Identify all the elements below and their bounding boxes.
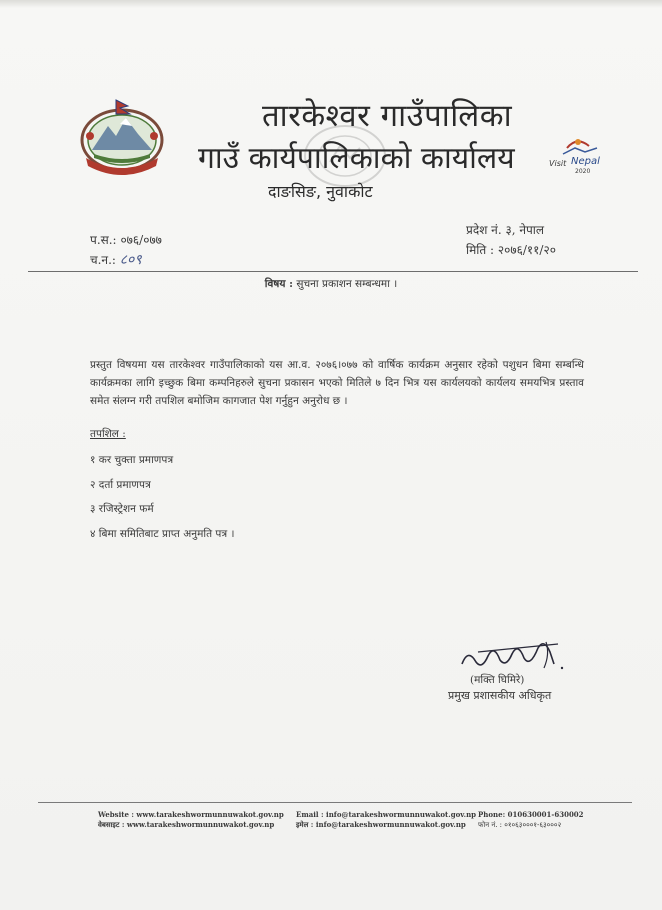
- cn-label: च.न.:: [90, 253, 116, 267]
- visit-nepal-logo-icon: [545, 134, 609, 178]
- province-date-block: [466, 220, 556, 260]
- subject-label: विषय :: [264, 278, 293, 290]
- date-line: [466, 240, 556, 260]
- email-english: Email : info@tarakeshwormunnuwakot.gov.np: [296, 810, 477, 819]
- ps-value: ०७६/०७७: [120, 233, 162, 247]
- signatory-name: (मक्ति घिमिरे): [470, 674, 525, 686]
- cn-value: ८०९: [119, 252, 142, 268]
- ps-label: प.स.:: [90, 233, 117, 247]
- list-item: १ कर चुक्ता प्रमाणपत्र: [90, 454, 174, 466]
- footer-website: [98, 810, 284, 830]
- org-address: दाङसिङ, नुवाकोट: [268, 182, 373, 201]
- org-name: तारकेश्वर गाउँपालिका: [262, 98, 513, 134]
- header-divider: [28, 271, 638, 272]
- footer-divider: [38, 802, 632, 803]
- org-office: गाउँ कार्यपालिकाको कार्यालय: [198, 141, 515, 176]
- svg-text:Nepal: Nepal: [571, 156, 600, 167]
- subject-text: सुचना प्रकाशन सम्बन्धमा ।: [296, 278, 398, 290]
- scan-edge: [0, 0, 662, 8]
- nepal-emblem-icon: [76, 96, 168, 176]
- date-label: मिति :: [466, 243, 495, 257]
- cn-line: [90, 250, 162, 270]
- list-item: २ दर्ता प्रमाणपत्र: [90, 479, 151, 491]
- svg-text:2020: 2020: [575, 168, 591, 175]
- signature-icon: [458, 634, 568, 678]
- list-item: ४ बिमा समितिबाट प्राप्त अनुमति पत्र ।: [90, 528, 235, 540]
- province: प्रदेश नं. ३, नेपाल: [466, 223, 545, 237]
- footer-phone: [478, 810, 584, 830]
- list-heading: तपशिल :: [90, 428, 126, 440]
- signatory-title: प्रमुख प्रशासकीय अधिकृत: [448, 689, 552, 702]
- list-item: ३ रजिस्ट्रेशन फर्म: [90, 503, 154, 515]
- svg-text:Visit: Visit: [549, 159, 567, 168]
- phone-nepali: फोन नं. : ०१०६३०००१-६३०००२: [478, 821, 562, 829]
- body-paragraph: प्रस्तुत विषयमा यस तारकेश्वर गाउँपालिकाको यस आ.व. २०७६।०७७ को वार्षिक कार्यक्रम अनुसार रहेको पशुधन बिमा सम्बन्धि कार्यक्रमका लागि इच्छुक बिमा कम्पनिहरुले सुचना प्रकासन भएको मितिले ७ दिन भित्र यस कार्यलयको कार्यलय समयभित्र प्रस्ताव समेत संलग्न गरी तपशिल बमोजिम कागजात पेश गर्नुहुन अनुरोध छ ।: [90, 359, 584, 407]
- date-value: २०७६/११/२०: [497, 243, 556, 257]
- website-nepali: वेबसाइट : www.tarakeshwormunnuwakot.gov.np: [98, 820, 275, 829]
- reference-block: [90, 230, 162, 270]
- phone-english: Phone: 010630001-630002: [478, 810, 584, 819]
- ps-line: [90, 230, 162, 250]
- website-english: Website : www.tarakeshwormunnuwakot.gov.np: [98, 810, 284, 819]
- footer-email: [296, 810, 476, 830]
- email-nepali: इमेल : info@tarakeshwormunnuwakot.gov.np: [296, 820, 466, 829]
- subject-line: [0, 277, 662, 291]
